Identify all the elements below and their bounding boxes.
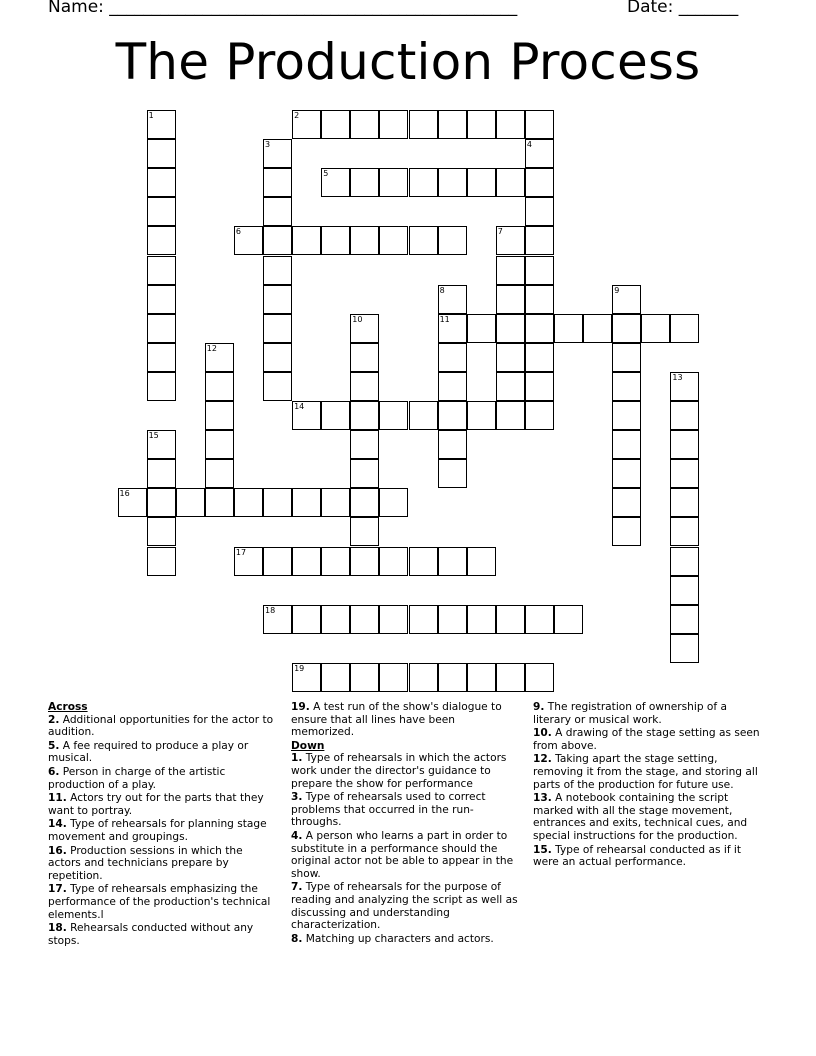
- crossword-cell[interactable]: [147, 314, 176, 343]
- crossword-cell[interactable]: [554, 314, 583, 343]
- crossword-cell[interactable]: [612, 459, 641, 488]
- clue-item-number: 3.: [291, 791, 303, 804]
- crossword-cell[interactable]: [438, 226, 467, 255]
- crossword-cell[interactable]: [409, 605, 438, 634]
- crossword-cell[interactable]: [147, 110, 176, 139]
- clues-column-1: [48, 701, 274, 948]
- crossword-cell[interactable]: [292, 226, 321, 255]
- clue-number: 14: [294, 402, 305, 411]
- crossword-cell[interactable]: [350, 110, 379, 139]
- crossword-cell[interactable]: [525, 314, 554, 343]
- crossword-cell[interactable]: [263, 372, 292, 401]
- clue-item-text: Matching up characters and actors.: [302, 932, 494, 945]
- clue-item: [48, 792, 274, 817]
- crossword-cell[interactable]: [147, 547, 176, 576]
- crossword-cell[interactable]: [525, 605, 554, 634]
- clue-item: [533, 792, 767, 842]
- clue-item: [48, 922, 274, 947]
- clue-item-number: 12.: [533, 753, 552, 766]
- clue-item-number: 6.: [48, 765, 60, 778]
- clue-item: [48, 845, 274, 883]
- clue-item: [291, 830, 521, 880]
- crossword-cell[interactable]: [350, 401, 379, 430]
- crossword-cell[interactable]: [438, 285, 467, 314]
- crossword-cell[interactable]: [612, 488, 641, 517]
- clue-item-number: 16.: [48, 844, 67, 857]
- clue-number: 16: [119, 489, 130, 499]
- clue-item-number: 5.: [48, 739, 60, 752]
- clue-item-number: 9.: [533, 701, 545, 713]
- crossword-cell[interactable]: [438, 459, 467, 488]
- clue-item: [291, 933, 521, 946]
- crossword-cell[interactable]: [409, 663, 438, 692]
- crossword-cell[interactable]: [379, 401, 408, 430]
- crossword-cell[interactable]: [496, 401, 525, 430]
- crossword-cell[interactable]: [205, 488, 234, 517]
- crossword-cell[interactable]: [321, 168, 350, 197]
- crossword-cell[interactable]: [147, 430, 176, 459]
- clue-number: 15: [148, 431, 159, 441]
- crossword-cell[interactable]: [292, 110, 321, 139]
- crossword-cell[interactable]: [350, 343, 379, 372]
- clues-column-2: [291, 701, 521, 946]
- crossword-cell[interactable]: [467, 605, 496, 634]
- clue-item-text: Taking apart the stage setting, removing it from the stage, and storing all parts of the production for future use.: [533, 753, 758, 791]
- clue-item-text: Type of rehearsals used to correct problems that occurred in the run-throughs.: [291, 791, 486, 829]
- crossword-cell[interactable]: [496, 285, 525, 314]
- crossword-cell[interactable]: [467, 547, 496, 576]
- crossword-cell[interactable]: [350, 226, 379, 255]
- clue-number: 12: [206, 343, 217, 353]
- crossword-cell[interactable]: [350, 547, 379, 576]
- crossword-cell[interactable]: [612, 285, 641, 314]
- clue-item-text: Actors try out for the parts that they want to portray.: [48, 792, 264, 817]
- crossword-cell[interactable]: [670, 547, 699, 576]
- crossword-cell[interactable]: [263, 226, 292, 255]
- crossword-cell[interactable]: [496, 168, 525, 197]
- crossword-cell[interactable]: [147, 256, 176, 285]
- clue-number: 3: [265, 140, 271, 150]
- clue-item: [291, 791, 521, 829]
- clue-item-text: Type of rehearsals for planning stage movement and groupings.: [48, 818, 267, 843]
- crossword-cell[interactable]: [321, 488, 350, 517]
- crossword-cell[interactable]: [525, 285, 554, 314]
- crossword-cell[interactable]: [670, 430, 699, 459]
- clue-item-number: 13.: [533, 792, 552, 805]
- crossword-cell[interactable]: [292, 401, 321, 430]
- crossword-cell[interactable]: [525, 168, 554, 197]
- crossword-cell[interactable]: [234, 226, 263, 255]
- crossword-cell[interactable]: [176, 488, 205, 517]
- crossword-cell[interactable]: [205, 343, 234, 372]
- crossword-cell[interactable]: [147, 168, 176, 197]
- crossword-cell[interactable]: [321, 605, 350, 634]
- crossword-cell[interactable]: [205, 430, 234, 459]
- clue-item-number: 14.: [48, 818, 67, 831]
- clue-item-text: Type of rehearsals in which the actors work under the director's guidance to prepare the show for performance: [291, 752, 507, 790]
- clue-item: [48, 766, 274, 791]
- crossword-cell[interactable]: [409, 226, 438, 255]
- crossword-cell[interactable]: [234, 488, 263, 517]
- crossword-cell[interactable]: [496, 256, 525, 285]
- clue-item-text: Type of rehearsal conducted as if it were an actual performance.: [533, 843, 742, 869]
- crossword-cell[interactable]: [612, 372, 641, 401]
- crossword-cell[interactable]: [292, 663, 321, 692]
- clue-item-number: 7.: [291, 881, 303, 894]
- crossword-cell[interactable]: [409, 547, 438, 576]
- clue-item: [533, 844, 767, 869]
- clue-number: 4: [526, 140, 532, 150]
- clue-item-number: 4.: [291, 829, 303, 842]
- clues-column-3: [533, 701, 767, 870]
- crossword-cell[interactable]: [438, 430, 467, 459]
- crossword-cell[interactable]: [409, 168, 438, 197]
- across-heading: Across: [48, 701, 88, 713]
- clue-item-text: The registration of ownership of a literary or musical work.: [533, 701, 727, 726]
- crossword-cell[interactable]: [350, 314, 379, 343]
- crossword-cell[interactable]: [205, 459, 234, 488]
- clue-number: 17: [235, 547, 247, 557]
- clue-item-text: Type of rehearsals emphasizing the performance of the production's technical elements.l: [48, 883, 271, 921]
- crossword-cell[interactable]: [321, 547, 350, 576]
- crossword-cell[interactable]: [292, 605, 321, 634]
- crossword-cell[interactable]: [525, 197, 554, 226]
- crossword-cell[interactable]: [670, 517, 699, 546]
- crossword-cell[interactable]: [147, 517, 176, 546]
- crossword-cell[interactable]: [554, 605, 583, 634]
- clue-item-number: 19.: [291, 701, 310, 713]
- clue-number: 13: [672, 372, 683, 382]
- crossword-cell[interactable]: [292, 547, 321, 576]
- crossword-cell[interactable]: [438, 401, 467, 430]
- crossword-cell[interactable]: [147, 226, 176, 255]
- crossword-cell[interactable]: [525, 343, 554, 372]
- clue-number: 1: [148, 111, 154, 120]
- clue-number: 8: [439, 285, 445, 295]
- clue-number: 18: [265, 605, 276, 615]
- clue-item-number: 11.: [48, 792, 67, 805]
- crossword-cell[interactable]: [263, 168, 292, 197]
- crossword-cell[interactable]: [350, 459, 379, 488]
- crossword-cell[interactable]: [496, 314, 525, 343]
- crossword-cell[interactable]: [350, 605, 379, 634]
- clue-item: [533, 727, 767, 752]
- clue-item: [48, 714, 274, 739]
- crossword-cell[interactable]: [321, 663, 350, 692]
- crossword-cell[interactable]: [438, 663, 467, 692]
- clue-item-text: A fee required to produce a play or musical.: [48, 739, 249, 765]
- crossword-cell[interactable]: [234, 547, 263, 576]
- crossword-cell[interactable]: [496, 605, 525, 634]
- crossword-cell[interactable]: [147, 139, 176, 168]
- clue-item-text: Production sessions in which the actors and technicians prepare by repetition.: [48, 844, 243, 882]
- crossword-cell[interactable]: [670, 605, 699, 634]
- crossword-cell[interactable]: [379, 488, 408, 517]
- crossword-cell[interactable]: [379, 547, 408, 576]
- clue-number: 2: [294, 111, 300, 120]
- crossword-cell[interactable]: [641, 314, 670, 343]
- crossword-cell[interactable]: [525, 372, 554, 401]
- date-field[interactable]: Date: _______: [627, 0, 739, 17]
- crossword-cell[interactable]: [525, 139, 554, 168]
- crossword-cell[interactable]: [670, 634, 699, 663]
- crossword-cell[interactable]: [438, 314, 467, 343]
- crossword-cell[interactable]: [438, 343, 467, 372]
- clue-item-text: Additional opportunities for the actor to audition.: [48, 713, 274, 739]
- page-title: The Production Process: [115, 33, 701, 91]
- crossword-cell[interactable]: [525, 110, 554, 139]
- name-field[interactable]: Name: ________________________________________________: [48, 0, 518, 17]
- crossword-cell[interactable]: [438, 372, 467, 401]
- clue-item-text: Type of rehearsals for the purpose of reading and analyzing the script as well as discussing and understanding characterization.: [291, 881, 518, 932]
- crossword-cell[interactable]: [147, 459, 176, 488]
- crossword-cell[interactable]: [496, 110, 525, 139]
- crossword-cell[interactable]: [379, 168, 408, 197]
- crossword-cell[interactable]: [350, 168, 379, 197]
- crossword-cell[interactable]: [409, 110, 438, 139]
- crossword-cell[interactable]: [670, 314, 699, 343]
- clue-number: 5: [323, 169, 329, 179]
- crossword-cell[interactable]: [496, 343, 525, 372]
- clue-item-number: 2.: [48, 713, 60, 726]
- crossword-cell[interactable]: [379, 605, 408, 634]
- crossword-cell[interactable]: [612, 314, 641, 343]
- crossword-cell[interactable]: [350, 488, 379, 517]
- crossword-cell[interactable]: [438, 110, 467, 139]
- crossword-cell[interactable]: [525, 401, 554, 430]
- down-heading: Down: [291, 739, 325, 752]
- crossword-cell[interactable]: [438, 605, 467, 634]
- crossword-cell[interactable]: [321, 401, 350, 430]
- crossword-cell[interactable]: [379, 226, 408, 255]
- clue-item: [291, 701, 521, 739]
- crossword-cell[interactable]: [525, 226, 554, 255]
- crossword-cell[interactable]: [612, 401, 641, 430]
- clue-item-text: A notebook containing the script marked with all the stage movement, entrances and exits, technical cues, and special instructions for the production.: [533, 792, 748, 842]
- crossword-cell[interactable]: [350, 372, 379, 401]
- crossword-cell[interactable]: [525, 663, 554, 692]
- clue-number: 6: [235, 227, 241, 237]
- crossword-cell[interactable]: [350, 663, 379, 692]
- crossword-cell[interactable]: [321, 226, 350, 255]
- crossword-cell[interactable]: [350, 517, 379, 546]
- crossword-cell[interactable]: [321, 110, 350, 139]
- crossword-cell[interactable]: [467, 314, 496, 343]
- crossword-cell[interactable]: [147, 197, 176, 226]
- crossword-cell[interactable]: [263, 256, 292, 285]
- crossword-cell[interactable]: [496, 663, 525, 692]
- crossword-cell[interactable]: [263, 197, 292, 226]
- crossword-cell[interactable]: [467, 110, 496, 139]
- crossword-cell[interactable]: [496, 226, 525, 255]
- crossword-cell[interactable]: [467, 401, 496, 430]
- clue-item: [48, 740, 274, 765]
- crossword-cell[interactable]: [147, 285, 176, 314]
- crossword-cell[interactable]: [147, 343, 176, 372]
- crossword-cell[interactable]: [409, 401, 438, 430]
- crossword-cell[interactable]: [438, 168, 467, 197]
- crossword-cell[interactable]: [612, 517, 641, 546]
- crossword-cell[interactable]: [263, 343, 292, 372]
- crossword-cell[interactable]: [467, 663, 496, 692]
- crossword-cell[interactable]: [612, 343, 641, 372]
- clue-item-text: Rehearsals conducted without any stops.: [48, 922, 254, 947]
- crossword-cell[interactable]: [147, 488, 176, 517]
- crossword-cell[interactable]: [438, 547, 467, 576]
- clue-number: 7: [497, 227, 503, 237]
- clue-number: 9: [614, 285, 620, 295]
- crossword-cell[interactable]: [670, 459, 699, 488]
- crossword-cell[interactable]: [467, 168, 496, 197]
- clue-item-number: 17.: [48, 883, 67, 896]
- crossword-cell[interactable]: [263, 285, 292, 314]
- crossword-cell[interactable]: [292, 488, 321, 517]
- clue-item: [533, 753, 767, 791]
- crossword-cell[interactable]: [670, 576, 699, 605]
- clue-number: 10: [352, 314, 363, 324]
- clue-item-number: 1.: [291, 752, 303, 765]
- clue-item: [291, 881, 521, 931]
- clue-number: 11: [439, 314, 450, 324]
- clue-item-number: 8.: [291, 932, 303, 945]
- crossword-cell[interactable]: [263, 547, 292, 576]
- crossword-cell[interactable]: [205, 401, 234, 430]
- crossword-cell[interactable]: [525, 256, 554, 285]
- crossword-cell[interactable]: [350, 430, 379, 459]
- clue-item-number: 10.: [533, 727, 552, 740]
- clue-number: 19: [294, 663, 305, 673]
- clue-item-number: 15.: [533, 843, 552, 856]
- clue-item: [48, 818, 274, 843]
- clue-item-text: A test run of the show's dialogue to ensure that all lines have been memorized.: [291, 701, 502, 739]
- crossword-cell[interactable]: [583, 314, 612, 343]
- crossword-cell[interactable]: [147, 372, 176, 401]
- crossword-cell[interactable]: [263, 488, 292, 517]
- clue-item-text: A person who learns a part in order to substitute in a performance should the original actor not be able to appear in the show.: [291, 829, 514, 880]
- crossword-cell[interactable]: [263, 314, 292, 343]
- crossword-cell[interactable]: [670, 372, 699, 401]
- crossword-cell[interactable]: [118, 488, 147, 517]
- crossword-cell[interactable]: [496, 372, 525, 401]
- crossword-cell[interactable]: [612, 430, 641, 459]
- crossword-cell[interactable]: [379, 110, 408, 139]
- clue-item-text: A drawing of the stage setting as seen from above.: [533, 727, 760, 752]
- crossword-cell[interactable]: [379, 663, 408, 692]
- crossword-cell[interactable]: [263, 605, 292, 634]
- clue-item-text: Person in charge of the artistic production of a play.: [48, 765, 226, 791]
- clue-item: [48, 883, 274, 921]
- crossword-cell[interactable]: [670, 488, 699, 517]
- clue-item: [533, 701, 767, 726]
- crossword-cell[interactable]: [670, 401, 699, 430]
- clue-item: [291, 752, 521, 790]
- crossword-cell[interactable]: [205, 372, 234, 401]
- crossword-cell[interactable]: [263, 139, 292, 168]
- clue-item-number: 18.: [48, 922, 67, 935]
